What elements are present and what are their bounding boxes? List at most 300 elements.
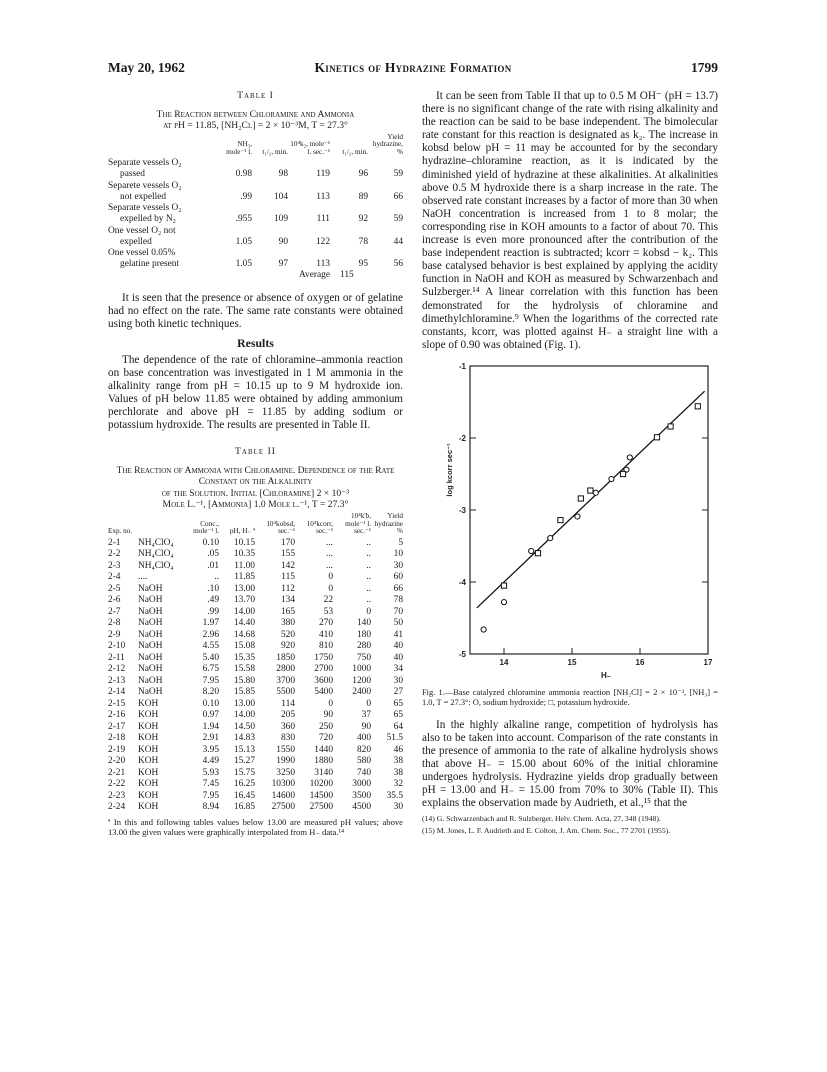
x-tick-label: 16 [635,657,645,667]
table2-cell: 0 [328,583,333,594]
figure-1-caption: Fig. 1.—Base catalyzed chloramine ammonia reaction [NH₂Cl] = 2 × 10⁻³, [NH₃] = 1.0, T = 27.3°: O, sodium hydroxide; □, potassium hydroxide. [422,687,718,708]
table1 [108,134,403,282]
table2-row [108,538,403,550]
table2-cell: NH₄ClO₄ [138,560,174,571]
table2-cell: 2-24 [108,802,126,813]
table2-footnote: ª In this and following tables values below 13.00 are measured pH values; above 13.00 the given values were graphically interpolated from H₋ data.¹⁴ [108,816,403,838]
table2-cell: 14500 [309,790,333,801]
table2-row [108,791,403,803]
table2-cell: 2-9 [108,629,121,640]
table2-cell: 6.75 [202,664,219,675]
table2-cell: 10.15 [233,537,255,548]
table2-cell: 0.10 [202,698,219,709]
data-point-sodium-hydroxide [548,535,553,540]
x-tick-label: 17 [703,657,713,667]
table2-cell: 5400 [314,687,333,698]
table2-cell: 4.49 [202,756,219,767]
table1-cell: 97 [278,259,288,270]
table2-row [108,572,403,584]
table2-cell: NaOH [138,606,163,617]
table1-row [108,237,403,248]
table2-row [108,756,403,768]
table2-cell: 142 [280,560,295,571]
table2-cell: 15.08 [233,641,255,652]
table2-cell: 165 [280,606,295,617]
table2-caption-initial: of the Solution. Initial [Chloramine] 2 × 10⁻³ [161,487,350,499]
table1-cell: 96 [358,169,368,180]
table2-cell: 14.00 [233,710,255,721]
table2-cell: 27 [393,687,403,698]
table2-cell: 15.27 [233,756,255,767]
table2-header-exp: Exp. no. [108,527,133,536]
table2-cell: 64 [393,721,403,732]
table2-cell: 2-19 [108,744,126,755]
table1-cell: 0.98 [235,169,252,180]
y-tick-label: -5 [458,649,466,659]
data-point-sodium-hydroxide [575,514,580,519]
table2-cell: 70 [393,606,403,617]
table1-average-row [108,270,403,281]
table2-row [108,607,403,619]
table2-cell: ... [325,560,333,571]
table2-cell: 3700 [276,675,295,686]
table1-average-value: 115 [340,270,354,281]
table2-cell: .99 [207,606,219,617]
table2-cell: 15.13 [233,744,255,755]
table1-cell: .955 [235,214,252,225]
table2-cell: 3600 [314,675,333,686]
table2-cell: 1750 [314,652,333,663]
table2-row [108,676,403,688]
table2-cell: 3.95 [202,744,219,755]
table2-cell: 5500 [276,687,295,698]
table2-cell: 250 [318,721,333,732]
table2-cell: KOH [138,790,159,801]
table2-cell: 38 [393,756,403,767]
data-point-potassium-hydroxide [501,583,506,588]
table2-header-row [108,513,403,538]
table2-cell: 11.00 [234,560,255,571]
table2-cell: 11.85 [234,572,255,583]
table2-cell: 1000 [352,664,371,675]
table1-row [108,259,403,270]
table2-cell: .... [138,572,148,583]
table2-cell: 15.80 [233,675,255,686]
table2-cell: 27500 [271,802,295,813]
table2-row [108,561,403,573]
table2-cell: 90 [361,721,371,732]
table2-cell: 15.85 [233,687,255,698]
table1-row-label-line1: One vessel 0.05% [108,247,176,258]
table2-cell: 5 [398,537,403,548]
data-point-potassium-hydroxide [588,488,593,493]
table2-row [108,630,403,642]
table2-cell: 2-11 [108,652,125,663]
table2-cell: 35.5 [386,790,403,801]
table2-cell: 40 [393,641,403,652]
table2-cell: 27500 [309,802,333,813]
left-paragraph-results: The dependence of the rate of chloramine–ammonia reaction on base concentration was investigated in 1 M ammonia in the alkalinity range from pH = 10.15 up to 9 M hydroxide ion. Values of pH below 11.85 were obtained by adding ammonium perchlorate and above pH = 11.85 by adding sodium or potassium hydroxide. The results are presented in Table II. [108,353,403,432]
table2-row [108,664,403,676]
table2-cell: NaOH [138,675,163,686]
table2-cell: NaOH [138,583,163,594]
table2-cell: 90 [323,710,333,721]
x-tick-label: 14 [499,657,509,667]
table2-header-conc: Conc., mole⁻¹ l. [193,519,219,536]
table2-cell: 112 [281,583,295,594]
table1-cell: 109 [273,214,288,225]
table1-caption: The Reaction between Chloramine and Ammonia [156,108,355,120]
table2-cell: 10200 [309,779,333,790]
table2-cell: 34 [393,664,403,675]
table2-row [108,595,403,607]
reference-14: (14) G. Schwarzenbach and R. Sulzberger, Helv. Chem. Acta, 27, 348 (1948). [422,814,661,824]
table2-cell: 0 [328,698,333,709]
data-point-potassium-hydroxide [535,550,540,555]
y-axis-label: log kcorr sec⁻¹ [445,443,454,497]
data-point-sodium-hydroxide [481,627,486,632]
table2-cell: 51.5 [386,733,403,744]
data-point-sodium-hydroxide [501,599,506,604]
table1-cell: 98 [278,169,288,180]
data-point-sodium-hydroxide [529,548,534,553]
table2-cell: NaOH [138,595,163,606]
table2-cell: 7.95 [202,675,219,686]
table2-cell: 134 [280,595,295,606]
table1-cell: 113 [316,259,330,270]
table2-cell: 15.75 [233,767,255,778]
table1-cell: 95 [358,259,368,270]
table2-cell: KOH [138,698,159,709]
table1-row-label [108,181,403,192]
table2-cell: 4500 [352,802,371,813]
table1-row [108,169,403,180]
table2-cell: KOH [138,802,159,813]
reference-15: (15) M. Jones, L. F. Audrieth and E. Colton, J. Am. Chem. Soc., 77 2701 (1955). [422,825,671,835]
table2-cell: 0 [328,572,333,583]
table2-label: Table II [235,446,276,458]
table2-cell: 2-4 [108,572,121,583]
results-heading: Results [237,335,274,350]
header-page-number: 1799 [691,60,718,75]
table1-row-label [108,203,403,214]
table2-cell: 60 [393,572,403,583]
table2-cell: 7.95 [202,790,219,801]
data-point-potassium-hydroxide [654,435,659,440]
table2-cell: 2-18 [108,733,126,744]
table2-cell: 2-13 [108,675,126,686]
table1-header-row [108,134,403,159]
table1-row-label-line1: One vessel O₂ not [108,225,176,236]
table2-cell: 16.85 [233,802,255,813]
table2-cell: 4.55 [202,641,219,652]
table2-cell: 1200 [352,675,371,686]
table1-row-label-line2: gelatine present [120,259,180,270]
table2-cell: NaOH [138,629,163,640]
table2-cell: 820 [356,744,371,755]
table2-cell: 2-7 [108,606,121,617]
table2-row [108,710,403,722]
table2-cell: 8.94 [202,802,219,813]
table2-cell: 3500 [352,790,371,801]
data-point-potassium-hydroxide [620,471,625,476]
table2-cell: 13.70 [233,595,255,606]
table2-cell: 140 [356,618,371,629]
table2-cell: KOH [138,779,159,790]
table2-cell: 30 [393,675,403,686]
table2-cell: 750 [356,652,371,663]
data-point-sodium-hydroxide [627,455,632,460]
table2-cell: 2-23 [108,790,126,801]
table2-cell: 30 [393,560,403,571]
table2-cell: 46 [393,744,403,755]
table2-header-kobsd: 10⁴kobsd, sec.⁻¹ [266,519,295,536]
table2-cell: 14.50 [233,721,255,732]
table1-row [108,192,403,203]
table2-row [108,779,403,791]
table2-cell: 14.68 [233,629,255,640]
table2-cell: 270 [318,618,333,629]
table2-cell: 2-16 [108,710,126,721]
table2-cell: 14.40 [233,618,255,629]
right-paragraph-base-catalysis: It can be seen from Table II that up to 0.5 M OH⁻ (pH = 13.7) there is no significant change of the rate with rising alkalinity and the reaction can be said to be base independent. The bimolecular rate constant for this reaction is designated as k₂. The increase in kobsd below pH = 11 may be accounted for by the secondary hydrazine–chloramine reaction, as it is indicated by the diminished yield of hydrazine at these alkalinities. At alkalinities above 0.5 M hydroxide there is a sharp increase in the rate. The observed rate constant increases by a factor of more than 30 when NaOH concentration is increased from 1 to 8 molar; the corresponding rise in KOH amounts to a factor of about 70. This increase is even more pronounced after the contribution of the base independent reaction is subtracted; kcorr = kobsd − k₂. This base catalysed behavior is best explained by applying the acidity function in NaOH and KOH as measured by Schwarzenbach and Sulzberger.¹⁴ A linear correlation with this function has been demonstrated for the hydrolysis of chloramine and dimethylchloramine.⁹ When the logarithms of the corrected rate constants, kcorr, was plotted against H₋ a straight line with a slope of 0.90 was obtained (Fig. 1). [422,90,718,351]
table2-header-base [138,513,186,538]
table2-cell: 2-15 [108,698,126,709]
table2-cell: 1880 [314,756,333,767]
table2-cell: 14.00 [233,606,255,617]
table1-cell: 111 [316,214,330,225]
table2-cell: 38 [393,767,403,778]
data-point-potassium-hydroxide [558,517,563,522]
table2-cell: 0 [366,698,371,709]
table2-cell: 37 [361,710,371,721]
table2-cell: .. [366,560,371,571]
table2-cell: 1.94 [202,721,219,732]
table2-cell: NaOH [138,664,163,675]
header-date: May 20, 1962 [108,60,185,75]
table1-row-label-line2: expelled [120,236,152,247]
table1-row-label-line2: passed [120,169,145,180]
table2-cell: 1990 [276,756,295,767]
table2-cell: 810 [318,641,333,652]
table2-cell: 16.25 [233,779,255,790]
table2-cell: 10 [393,549,403,560]
table1-cell: 59 [393,169,403,180]
table2-cell: 13.00 [233,583,255,594]
table2-cell: 2-20 [108,756,126,767]
table2-cell: 5.93 [202,767,219,778]
table2-cell: 15.35 [233,652,255,663]
table2-caption: The Reaction of Ammonia with Chloramine. Dependence of the Rate Constant on the Alkalinity [116,464,395,488]
table2-cell: 65 [393,698,403,709]
table2-cell: 180 [356,629,371,640]
table2-cell: 41 [393,629,403,640]
table2-cell: 115 [281,572,295,583]
y-tick-label: -1 [458,361,466,371]
table2-cell: 2.91 [202,733,219,744]
x-axis-label: H₋ [601,670,611,680]
table1-row [108,214,403,225]
table2-cell: 1440 [314,744,333,755]
table2-cell: 155 [280,549,295,560]
y-tick-label: -3 [458,505,466,515]
table1-cell: 1.05 [235,236,252,247]
table2-cell: 2-5 [108,583,121,594]
table2-cell: 2-8 [108,618,121,629]
table2-cell: .49 [207,595,219,606]
table1-row-label-line2: not expelled [120,191,167,202]
table2-cell: 3140 [314,767,333,778]
table2-cell: 2800 [276,664,295,675]
table2-cell: 15.58 [233,664,255,675]
data-point-potassium-hydroxide [668,424,673,429]
table2-cell: 0 [366,606,371,617]
table2-row [108,699,403,711]
table1-cell: 44 [393,236,403,247]
table2-cell: ... [325,537,333,548]
table2-cell: 14.83 [233,733,255,744]
table2-cell: 2-10 [108,641,126,652]
table2-cell: .. [214,572,219,583]
x-tick-label: 15 [567,657,577,667]
table2-cell: 2-6 [108,595,121,606]
table2-cell: .. [366,583,371,594]
table2-row [108,641,403,653]
table2-cell: .. [366,549,371,560]
table2-cell: NaOH [138,687,163,698]
table2-row [108,802,403,814]
table2-cell: 2.96 [202,629,219,640]
table2-cell: ... [325,549,333,560]
table2-row [108,687,403,699]
table2-cell: 30 [393,802,403,813]
table1-row-label-line1: Separate vessels O₂ [108,158,182,169]
left-paragraph-oxygen: It is seen that the presence or absence of oxygen or of gelatine had no effect on the rate. The same rate constants were obtained using both kinetic techniques. [108,291,403,330]
table1-row-label-line1: Separate vessels O₂ [108,203,182,214]
table2-cell: 1850 [276,652,295,663]
table2-cell: 360 [280,721,295,732]
table2-cell: NH₄ClO₄ [138,549,174,560]
table1-cell: 56 [393,259,403,270]
table1-cell: 66 [393,191,403,202]
table2-cell: 3000 [352,779,371,790]
table2-row [108,618,403,630]
table1-cell: .99 [240,191,252,202]
table2-header-kcorr: 10⁴kcorr, sec.⁻¹ [306,519,333,536]
table2-cell: .05 [207,549,219,560]
table2-cell: .10 [207,583,219,594]
table1-cell: 89 [358,191,368,202]
table1-row-label-line1: Separete vessels O₂ [108,180,182,191]
table2-cell: 1550 [276,744,295,755]
table2-header-yield: Yield hydrazine % [374,511,403,536]
table1-cell: 90 [278,236,288,247]
table1-cell: 113 [316,191,330,202]
table2-cell: 2-3 [108,560,121,571]
table1-cell: 59 [393,214,403,225]
table1-header-nh3: NH₃, mole⁻¹ l. [226,140,252,156]
table2-cell: 10.35 [233,549,255,560]
figure-1-chart [442,352,718,684]
data-point-potassium-hydroxide [695,404,700,409]
table2-cell: 170 [280,537,295,548]
table2-row [108,768,403,780]
table2-row [108,733,403,745]
table1-row-label-line2: expelled by N₂ [120,214,176,225]
table1-row-label [108,226,403,237]
table2-header-kb: 10⁴k'b, mole⁻¹ l. sec.⁻¹ [345,511,371,536]
table1-header-half-life-2: t₁/₂, min. [342,147,368,156]
table2-cell: 1.97 [202,618,219,629]
table2-cell: 2-17 [108,721,126,732]
table2-cell: 400 [356,733,371,744]
table2-cell: 7.45 [202,779,219,790]
table2-cell: KOH [138,710,159,721]
table2-cell: 830 [280,733,295,744]
table2-row [108,653,403,665]
table2-cell: 0.10 [202,537,219,548]
table2-cell: .. [366,537,371,548]
table1-row-label [108,248,403,259]
table2-caption-conditions: Mole L.⁻¹, [Ammonia] 1.0 Mole l.⁻¹, T = 27.3° [162,499,349,511]
table2-cell: NaOH [138,641,163,652]
table2-cell: 720 [318,733,333,744]
table2-cell: KOH [138,744,159,755]
table1-header-k2: 10⁴k₂, mole⁻¹ l. sec.⁻¹ [290,140,330,156]
table2-cell: 40 [393,652,403,663]
table2 [108,513,403,814]
table2-cell: 580 [356,756,371,767]
table2-cell: 22 [323,595,333,606]
table2-header-ph: pH, H₋ ª [229,527,255,536]
table2-cell: 3250 [276,767,295,778]
table1-cell: 122 [315,236,330,247]
right-column [422,90,718,835]
table1-cell: 119 [316,169,330,180]
table2-cell: 2-14 [108,687,126,698]
table2-cell: 53 [323,606,333,617]
table2-cell: NaOH [138,618,163,629]
table2-cell: 0.97 [202,710,219,721]
table2-cell: 13.00 [233,698,255,709]
table2-row [108,549,403,561]
table2-cell: 5.40 [202,652,219,663]
table2-cell: 2400 [352,687,371,698]
table2-cell: 2700 [314,664,333,675]
table2-cell: 14600 [271,790,295,801]
table2-cell: NaOH [138,652,163,663]
table1-row-label [108,158,403,169]
table2-row [108,584,403,596]
plot-frame [470,366,708,654]
table2-cell: 2-12 [108,664,126,675]
table2-row [108,722,403,734]
y-tick-label: -2 [458,433,466,443]
data-point-sodium-hydroxide [593,490,598,495]
table2-cell: .01 [207,560,219,571]
table2-cell: KOH [138,767,159,778]
table2-cell: 2-22 [108,779,126,790]
table1-average-label: Average [298,270,330,281]
table1-caption-conditions: at pH = 11.85, [NH₂Cl] = 2 × 10⁻³M, T = 27.3° [163,120,348,131]
running-header [108,60,718,78]
table2-cell: KOH [138,756,159,767]
data-point-sodium-hydroxide [609,476,614,481]
table2-cell: 520 [280,629,295,640]
table2-cell: KOH [138,721,159,732]
table2-cell: 65 [393,710,403,721]
table2-cell: .. [366,572,371,583]
